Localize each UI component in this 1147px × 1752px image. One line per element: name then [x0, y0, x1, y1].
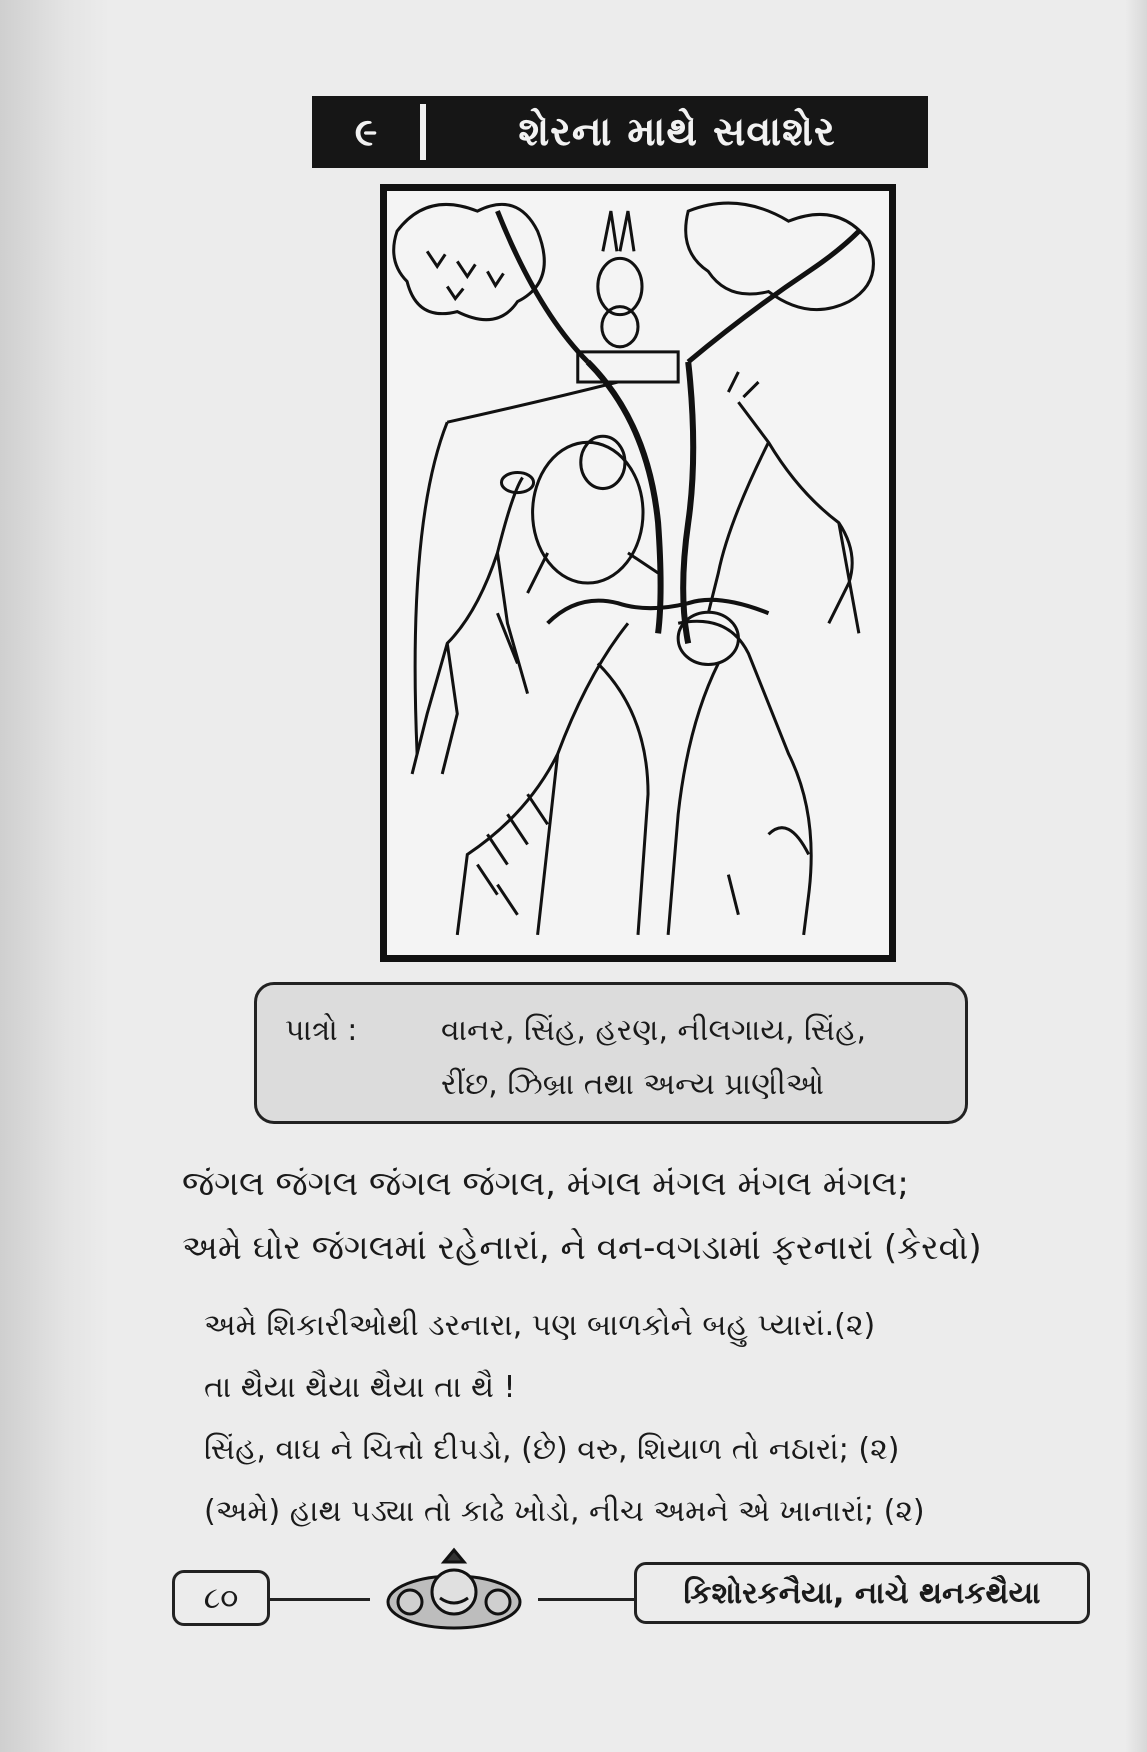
krishna-emblem-icon	[370, 1546, 538, 1638]
cast-label: પાત્રો :	[285, 1013, 358, 1048]
chapter-title-bar	[312, 96, 928, 168]
verse-line-3: સિંહ, વાઘ ને ચિત્તો દીપડો, (છે) વરુ, શિયાળ તો નઠારાં; (૨)	[204, 1432, 900, 1467]
page-edge-shadow	[1125, 0, 1147, 1752]
chapter-number: ૯	[354, 109, 378, 154]
verse-line-1: અમે શિકારીઓથી ડરનારા, પણ બાળકોને બહુ પ્યારાં.(૨)	[204, 1308, 876, 1343]
refrain-line-2: અમે ઘોર જંગલમાં રહેનારાં, ને વન-વગડામાં ફરનારાં (કેરવો)	[182, 1228, 982, 1268]
footer-rule-right	[538, 1598, 634, 1601]
page-number: ૮૦	[172, 1570, 270, 1626]
verse-line-2: તા થૈયા થૈયા થૈયા તા થૈ !	[204, 1370, 516, 1405]
footer-rule-left	[270, 1598, 370, 1601]
refrain-line-1: જંગલ જંગલ જંગલ જંગલ, મંગલ મંગલ મંગલ મંગલ;	[182, 1164, 909, 1204]
cast-list-line-1: વાનર, સિંહ, હરણ, નીલગાય, સિંહ,	[441, 1013, 866, 1048]
page-binding-shadow	[0, 0, 110, 1752]
verse-line-4: (અમે) હાથ પડ્યા તો કાઢે ખોડો, નીચ અમને એ ખાનારાં; (૨)	[204, 1494, 925, 1529]
series-title: કિશોરકનૈયા, નાચે થનકથૈયા	[634, 1562, 1090, 1624]
jungle-animals-illustration	[380, 184, 896, 962]
chapter-title: શેરના માથે સવાશેર	[518, 109, 836, 155]
illustration-drawing	[387, 191, 889, 955]
cast-list-box	[254, 982, 968, 1124]
emblem-drawing	[370, 1546, 538, 1638]
cast-list-line-2: રીંછ, ઝિબ્રા તથા અન્ય પ્રાણીઓ	[441, 1067, 825, 1102]
